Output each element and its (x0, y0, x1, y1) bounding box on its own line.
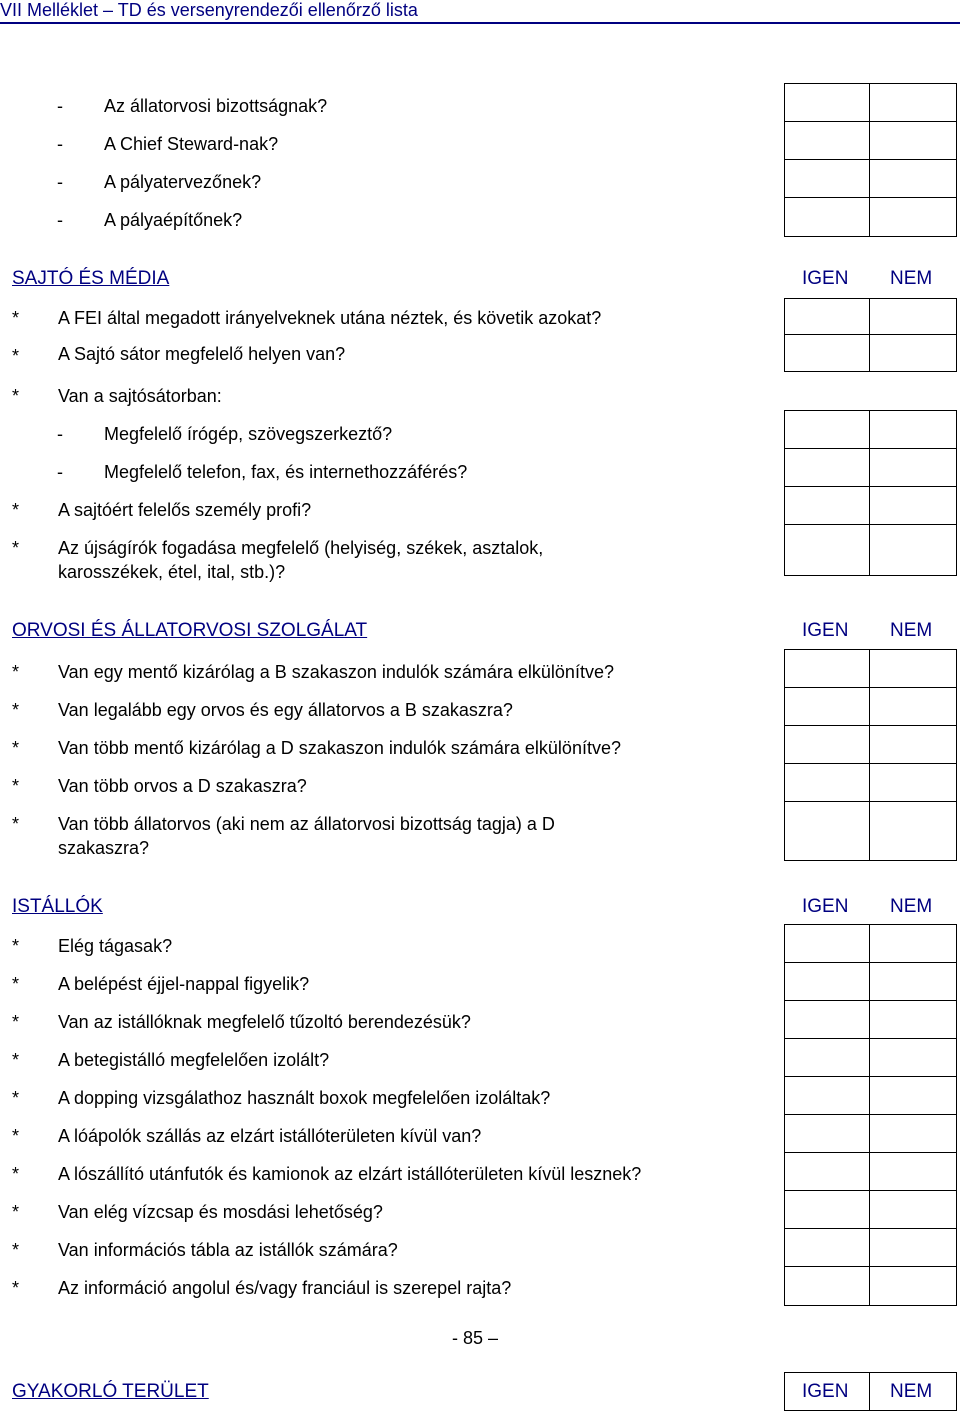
checkbox-yes[interactable] (784, 1228, 871, 1268)
star-bullet: * (12, 1088, 20, 1108)
checkbox-yes[interactable] (784, 924, 871, 964)
star-bullet: * (12, 1012, 20, 1032)
checkbox-yes[interactable] (784, 1190, 871, 1230)
checkbox-yes[interactable] (784, 801, 871, 861)
checkbox-no[interactable] (869, 524, 957, 576)
question-text: A dopping vizsgálathoz használt boxok megfelelően izoláltak? (58, 1088, 551, 1108)
checkbox-yes[interactable] (784, 1038, 871, 1078)
column-header-no: NEM (890, 1381, 933, 1402)
column-header-yes: IGEN (802, 620, 849, 641)
checkbox-yes[interactable] (784, 197, 871, 237)
checkbox-no[interactable] (869, 448, 957, 488)
column-header-no: NEM (890, 620, 933, 641)
star-bullet: * (12, 538, 20, 558)
question-text: Van egy mentő kizárólag a B szakaszon indulók számára elkülönítve? (58, 662, 614, 682)
checkbox-yes[interactable] (784, 524, 871, 576)
checkbox-yes[interactable] (784, 486, 871, 526)
dash-bullet: - (57, 462, 63, 482)
checkbox-yes[interactable] (784, 159, 871, 199)
question-text: Van információs tábla az istállók számára? (58, 1240, 398, 1260)
question-text: Az információ angolul és/vagy franciául is szerepel rajta? (58, 1278, 512, 1298)
checkbox-no[interactable] (869, 1152, 957, 1192)
question-text: A lószállító utánfutók és kamionok az elzárt istállóterületen kívül lesznek? (58, 1164, 642, 1184)
section-heading-istallok: ISTÁLLÓK (12, 896, 103, 917)
column-header-no: NEM (890, 268, 933, 289)
star-bullet: * (12, 776, 20, 796)
star-bullet: * (12, 1202, 20, 1222)
question-text: Van több orvos a D szakaszra? (58, 776, 307, 796)
checkbox-no[interactable] (869, 1000, 957, 1040)
checkbox-yes[interactable] (784, 121, 871, 161)
dash-bullet: - (57, 134, 63, 154)
checkbox-yes[interactable] (784, 1152, 871, 1192)
section-heading-sajto: SAJTÓ ÉS MÉDIA (12, 268, 170, 289)
list-item: A pályaépítőnek? (104, 210, 243, 230)
column-header-yes: IGEN (802, 1381, 849, 1402)
checkbox-no[interactable] (869, 197, 957, 237)
checkbox-yes[interactable] (784, 1266, 871, 1306)
question-text: A Sajtó sátor megfelelő helyen van? (58, 344, 346, 364)
star-bullet: * (12, 974, 20, 994)
checkbox-no[interactable] (869, 334, 957, 372)
star-bullet: * (12, 346, 20, 366)
checkbox-no[interactable] (869, 486, 957, 526)
checkbox-yes[interactable] (784, 334, 871, 372)
checkbox-yes[interactable] (784, 1114, 871, 1154)
dash-bullet: - (57, 210, 63, 230)
question-text: Van a sajtósátorban: (58, 386, 222, 406)
checkbox-no[interactable] (869, 763, 957, 803)
question-text: A lóápolók szállás az elzárt istállóterületen kívül van? (58, 1126, 482, 1146)
star-bullet: * (12, 500, 20, 520)
question-text: Elég tágasak? (58, 936, 173, 956)
star-bullet: * (12, 1164, 20, 1184)
star-bullet: * (12, 662, 20, 682)
checkbox-no[interactable] (869, 1266, 957, 1306)
column-header-yes: IGEN (802, 268, 849, 289)
checkbox-yes[interactable] (784, 649, 871, 689)
checkbox-no[interactable] (869, 1114, 957, 1154)
question-text: Megfelelő írógép, szövegszerkeztő? (104, 424, 393, 444)
checkbox-yes[interactable] (784, 410, 871, 450)
checkbox-no[interactable] (869, 159, 957, 199)
question-text: Megfelelő telefon, fax, és internethozzáférés? (104, 462, 468, 482)
question-text: Az újságírók fogadása megfelelő (helyiség, székek, asztalok, (58, 538, 544, 558)
checkbox-yes[interactable] (784, 763, 871, 803)
checkbox-no[interactable] (869, 1076, 957, 1116)
star-bullet: * (12, 1240, 20, 1260)
star-bullet: * (12, 738, 20, 758)
header-divider (0, 22, 960, 24)
column-header-yes: IGEN (802, 896, 849, 917)
list-item: A Chief Steward-nak? (104, 134, 279, 154)
star-bullet: * (12, 308, 20, 328)
checkbox-yes[interactable] (784, 1000, 871, 1040)
question-text: A belépést éjjel-nappal figyelik? (58, 974, 310, 994)
question-text: A FEI által megadott irányelveknek utána néztek, és követik azokat? (58, 308, 602, 328)
checkbox-yes[interactable] (784, 1076, 871, 1116)
dash-bullet: - (57, 172, 63, 192)
checkbox-no[interactable] (869, 298, 957, 336)
question-text-continuation: szakaszra? (58, 838, 150, 858)
checkbox-no[interactable] (869, 687, 957, 727)
checkbox-no[interactable] (869, 410, 957, 450)
question-text: A betegistálló megfelelően izolált? (58, 1050, 330, 1070)
star-bullet: * (12, 1126, 20, 1146)
dash-bullet: - (57, 424, 63, 444)
dash-bullet: - (57, 96, 63, 116)
question-text-continuation: karosszékek, étel, ital, stb.)? (58, 562, 286, 582)
question-text: Van több állatorvos (aki nem az állatorvosi bizottság tagja) a D (58, 814, 555, 834)
section-heading-orvosi: ORVOSI ÉS ÁLLATORVOSI SZOLGÁLAT (12, 620, 368, 641)
checkbox-yes[interactable] (784, 687, 871, 727)
question-text: Van több mentő kizárólag a D szakaszon indulók számára elkülönítve? (58, 738, 621, 758)
checkbox-yes[interactable] (784, 962, 871, 1002)
star-bullet: * (12, 700, 20, 720)
checkbox-no[interactable] (869, 725, 957, 765)
column-header-no: NEM (890, 896, 933, 917)
star-bullet: * (12, 936, 20, 956)
list-item: A pályatervezőnek? (104, 172, 262, 192)
checkbox-no[interactable] (869, 121, 957, 161)
section-heading-gyakorlo: GYAKORLÓ TERÜLET (12, 1381, 209, 1402)
checkbox-no[interactable] (869, 649, 957, 689)
question-text: Van legalább egy orvos és egy állatorvos a B szakaszra? (58, 700, 513, 720)
checkbox-no[interactable] (869, 801, 957, 861)
document-header-title: VII Melléklet – TD és versenyrendezői ellenőrző lista (0, 0, 418, 20)
page-number: - 85 – (452, 1328, 499, 1348)
checkbox-no[interactable] (869, 1228, 957, 1268)
question-text: Van elég vízcsap és mosdási lehetőség? (58, 1202, 383, 1222)
star-bullet: * (12, 1278, 20, 1298)
checkbox-yes[interactable] (784, 725, 871, 765)
checkbox-no[interactable] (869, 962, 957, 1002)
checkbox-no[interactable] (869, 1190, 957, 1230)
star-bullet: * (12, 386, 20, 406)
question-text: Van az istállóknak megfelelő tűzoltó berendezésük? (58, 1012, 471, 1032)
checkbox-yes[interactable] (784, 448, 871, 488)
question-text: A sajtóért felelős személy profi? (58, 500, 312, 520)
checkbox-no[interactable] (869, 1038, 957, 1078)
checkbox-yes[interactable] (784, 83, 871, 123)
checkbox-no[interactable] (869, 924, 957, 964)
checkbox-no[interactable] (869, 83, 957, 123)
star-bullet: * (12, 1050, 20, 1070)
checkbox-yes[interactable] (784, 298, 871, 336)
star-bullet: * (12, 814, 20, 834)
list-item: Az állatorvosi bizottságnak? (104, 96, 328, 116)
